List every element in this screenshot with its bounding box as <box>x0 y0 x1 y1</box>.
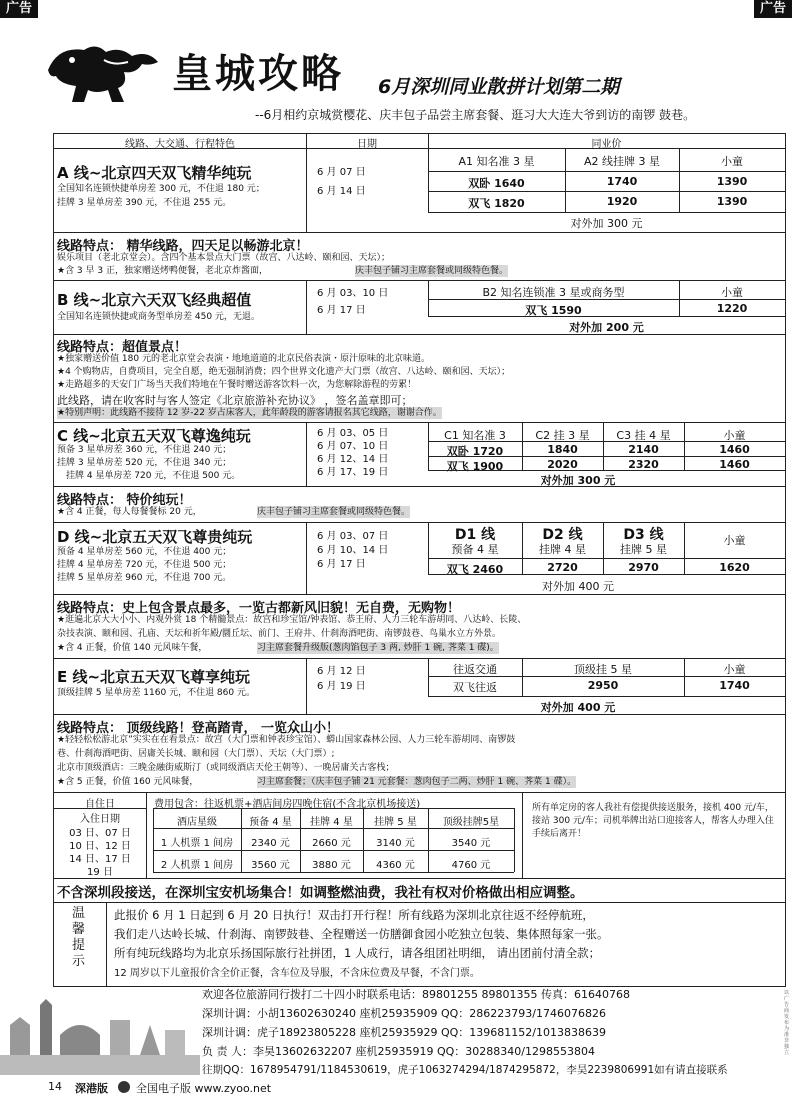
route-b-extra: 对外加 200 元 <box>569 321 644 334</box>
itinerary-table: 线路、大交通、行程特色 日期 同业价 A 线~北京四天双飞精华纯玩 全国知名连锁快捷单房差 300 元，不住退 180 元； 挂牌 3 星单房差 390 元，不住退 255 元。 6 月 07 日 6 月 14 日 A1 知名准 3 星 A2 线挂牌 3 星 小童 双卧 1640 1740 1390 双飞 1820 1920 1390 对外加 300 元 线路特点： 精华线路，四天足以畅游北京！ 娱乐项目（老北京堂会）。含四个基本景点大门票（故宫、八达岭、颐和园、天坛）； ★含 3 早 3 正，独家赠送烤鸭便餐，老北京炸酱面， 庆丰包子铺习主席套餐或同级特色餐。 B 线~北京六天双飞经典超值 全国知名连锁快捷或商务型单房差 450 元，无退。 6 月 03、10 日 6 月 17 日 B2 知名连锁准 3 星或商务型 小童 双飞 1590 1220 对外加 200 元 线路特点：超值景点！ ★独家赠送价值 180 元的老北京堂会表演・地地道道的北京民俗表演・原汁原味的北京味道。 ★4 个购物店，自费项目，完全自愿，绝无强制消费；四个世界文化遗产大门票（故宫、八达岭、颐和园、天坛）； ★走路超多的天安门广场当天我们特地在午餐时赠送游客饮料一次，为您解除游程的劳累！ 此线路，请在收客时与客人签定《北京旅游补充协议》 ，签名盖章即可； ★特别声明：此线路不接待 12 岁-22 岁占床客人，此年龄段的游客请报名其它线路，谢谢合作。 C 线~北京五天双飞尊逸纯玩 预备 3 星单房差 360 元，不住退 240 元； 挂牌 3 星单房差 520 元，不住退 340 元； 挂牌 4 星单房差 720 元，不住退 500 元。 6 月 03、05 日 6 月 07、10 日 6 月 12、14 日 6 月 17、19 日 C1 知名准 3 C2 挂 3 星 C3 挂 4 星 小童 双卧 1720 1840 2140 1460 双飞 1900 2020 2320 1460 对外加 300 元 线路特点： 特价纯玩！ ★含 4 正餐，每人每餐餐标 20 元， 庆丰包子铺习主席套餐或同级特色餐。 D 线~北京五天双飞尊贵纯玩 预备 4 星单房差 560 元，不住退 400 元； 挂牌 4 星单房差 720 元，不住退 500 元； 挂牌 5 星单房差 960 元，不住退 700 元。 6 月 03、07 日 6 月 10、14 日 6 月 17 日 D1 线 预备 4 星 D2 线 挂牌 4 星 D3 线 挂牌 5 星 小童 双飞 2460 2720 2970 1620 对外加 400 元 线路特点：史上包含景点最多，一览古都新风旧貌！无自费，无购物！ ★逛遍北京大大小小、内观外赏 18 个精髓景点：故宫和珍宝馆/钟表馆、恭王府、人力三轮车游胡同、八达岭、长陵、 杂技表演、颐和园、孔庙、天坛和祈年殿/圜丘坛、前门、王府井、什刹海酒吧街、南锣鼓巷、鸟巢水立方外景。 ★含 4 正餐，价值 140 元风味午餐， 习主席套餐升级版(葱肉馅包子 3 两, 炒肝 1 碗, 荠菜 1 碟)。 E 线~北京五天双飞尊享纯玩 顶级挂牌 5 星单房差 1160 元，不住退 860 元。 6 月 12 日 6 月 19 日 往返交通 顶级挂 5 星 小童 双飞往返 2950 1740 对外加 400 元 线路特点： 顶级线路！登高踏青， 一览众山小！ ★轻轻松松游北京”实实在在看景点：故宫（大门票和钟表珍宝馆）、蟒山国家森林公园、人力三轮车游胡同、南锣鼓 巷、什刹海酒吧街、居庸关长城、颐和园（大门票）、天坛（大门票）; 北京市顶级酒店：三晚金融街威斯汀（或同级酒店天伦王朝等）、一晚居庸关古客栈； ★含 5 正餐，价值 160 元风味餐， 习主席套餐；（庆丰包子铺 21 元套餐：葱肉包子二两、炒肝 1 碗、荠菜 1 碟）。 自住日 入住日期 03 日、07 日 10 日、12 日 14 日、17 日 19 日 费用包含：往返机票+酒店间房四晚住宿(不含北京机场接送) 所有单定房的客人我社有偿提供接送服务，接机 400 元/车，接站 300 元/车；司机举牌出站口迎接客人，帮客人办理入住手续后离开！ 酒店星级 预备 4 星 挂牌 4 星 挂牌 5 星 顶级挂牌5星 1 人机票 1 间房 2340 元 2660 元 3140 元 3540 元 2 人机票 1 间房 3560 元 3880 元 4360 元 4760 元 不含深圳段接送，在深圳宝安机场集合！如调整燃油费，我社有权对价格做出相应调整。 温馨提示 此报价 6 月 1 日起到 6 月 20 日执行！双击打开行程！所有线路为深圳北京往返不经停航班， 我们走八达岭长城、什刹海、南锣鼓巷、全程赠送一仿膳御食园小吃独立包装、集体照每家一张。 所有纯玩线路均为北京乐扬国际旅行社拼团，1 人成行，请各组团社明细， 请出团前付清全款； 12 周岁以下儿童报价含全价正餐，含车位及导服，不含床位费及早餐，不含门票。 <box>53 133 786 987</box>
page-subtitle: 6月深圳同业散拼计划第二期 <box>378 76 620 98</box>
route-e-extra: 对外加 400 元 <box>540 701 616 714</box>
brand-badge-icon <box>118 1081 130 1093</box>
route-c-title: C 线~北京五天双飞尊逸纯玩 <box>57 427 251 445</box>
self-includes: 费用包含：往返机票+酒店间房四晚住宿(不含北京机场接送) <box>154 799 421 810</box>
tagline: --6月相约京城赏樱花、庆丰包子品尝主席套餐、逛习大大连大爷到访的南锣 鼓巷。 <box>255 108 696 122</box>
contact-block: 欢迎各位旅游同行拨打二十四小时联系电话：89801255 89801355 传真：61640768 深圳计调：小胡13602630240 座机25935909 QQ：286223793/1746076826 深圳计调：虎子18923805228 座机25935929 QQ：139681152/1013838639 负 责 人：李昊13602632207 座机25935919 QQ：30288340/1298553804 往期QQ：1678954791/1184530619，虎子1063274294/1874295872，李昊2239806991如有请直接联系 <box>202 988 728 1076</box>
route-b-title: B 线~北京六天双飞经典超值 <box>57 291 252 309</box>
side-disclaimer: 以广告商发布为准非独立 <box>784 990 790 1056</box>
route-c-extra: 对外加 300 元 <box>540 474 616 487</box>
route-a-note-1: 全国知名连锁快捷单房差 300 元，不住退 180 元； <box>57 184 265 194</box>
route-d-extra: 对外加 400 元 <box>542 580 614 593</box>
edition-label: 深港版 <box>75 1082 108 1095</box>
header-date: 日期 <box>357 139 377 150</box>
page-number: 14 <box>48 1080 62 1093</box>
city-skyline-icon <box>0 985 200 1075</box>
notice-bar: 不含深圳段接送，在深圳宝安机场集合！如调整燃油费，我社有权对价格做出相应调整。 <box>57 885 584 901</box>
route-a-date-1: 6 月 07 日 <box>317 167 366 178</box>
route-e-title: E 线~北京五天双飞尊享纯玩 <box>57 668 251 686</box>
route-a-date-2: 6 月 14 日 <box>317 186 366 197</box>
route-d-title: D 线~北京五天双飞尊贵纯玩 <box>57 528 253 546</box>
pickup-note: 所有单定房的客人我社有偿提供接送服务，接机 400 元/车，接站 300 元/车；司机举牌出站口迎接客人，帮客人办理入住手续后离开！ <box>532 803 774 839</box>
self-col-label: 自住日 <box>85 799 115 810</box>
route-a-feature-title: 线路特点： 精华线路，四天足以畅游北京！ <box>57 239 309 254</box>
route-a-note-2: 挂牌 3 星单房差 390 元，不住退 255 元。 <box>57 198 232 208</box>
dragon-logo-icon <box>44 40 162 106</box>
route-a-extra: 对外加 300 元 <box>570 217 643 230</box>
route-a-title: A 线~北京四天双飞精华纯玩 <box>57 164 252 182</box>
tips-label: 温馨提示 <box>72 906 86 969</box>
ad-label-right: 广告 <box>754 0 792 18</box>
header-price: 同业价 <box>591 139 622 150</box>
ad-label-left: 广告 <box>0 0 38 18</box>
header-route: 线路、大交通、行程特色 <box>125 139 235 150</box>
footer-brand: 全国电子版 www.zyoo.net <box>136 1082 272 1095</box>
page-title: 皇城攻略 <box>172 51 344 97</box>
